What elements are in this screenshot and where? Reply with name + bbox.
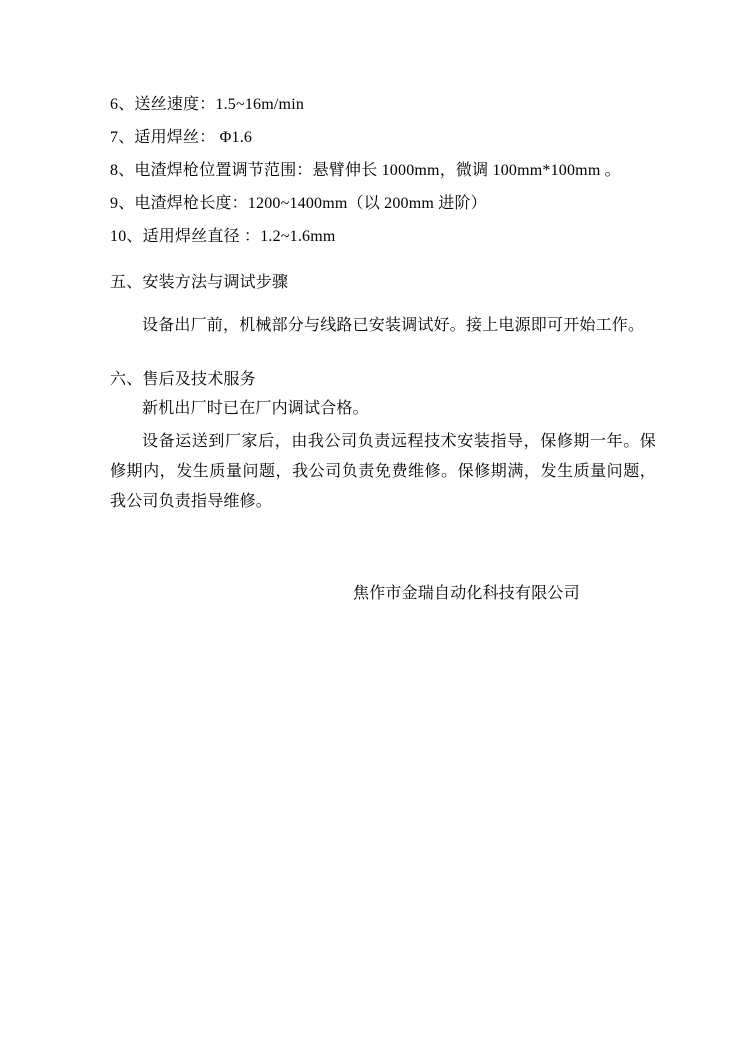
spec-item-8: 8、电渣焊枪位置调节范围：悬臂伸长 1000mm，微调 100mm*100mm 。 [110,162,621,179]
installation-paragraph: 设备出厂前，机械部分与线路已安装调试好。接上电源即可开始工作。 [142,317,645,334]
spec-item-6: 6、送丝速度：1.5~16m/min [110,96,305,113]
spec-item-9: 9、电渣焊枪长度：1200~1400mm（以 200mm 进阶） [110,195,487,212]
service-paragraph-2: 设备运送到厂家后，由我公司负责远程技术安装指导，保修期一年。保修期内，发生质量问题，我公司负责免费维修。保修期满，发生质量问题，我公司负责指导维修。 [110,433,656,510]
spec-list [110,88,621,253]
service-paragraph-1: 新机出厂时已在厂内调试合格。 [142,400,369,417]
company-signature: 焦作市金瑞自动化科技有限公司 [353,585,580,602]
spec-item-7: 7、适用焊丝： Φ1.6 [110,129,253,146]
section-heading-installation: 五、安装方法与调试步骤 [110,274,289,291]
spec-item-10: 10、适用焊丝直径 ：1.2~1.6mm [110,228,336,245]
section-heading-service: 六、售后及技术服务 [110,371,256,388]
